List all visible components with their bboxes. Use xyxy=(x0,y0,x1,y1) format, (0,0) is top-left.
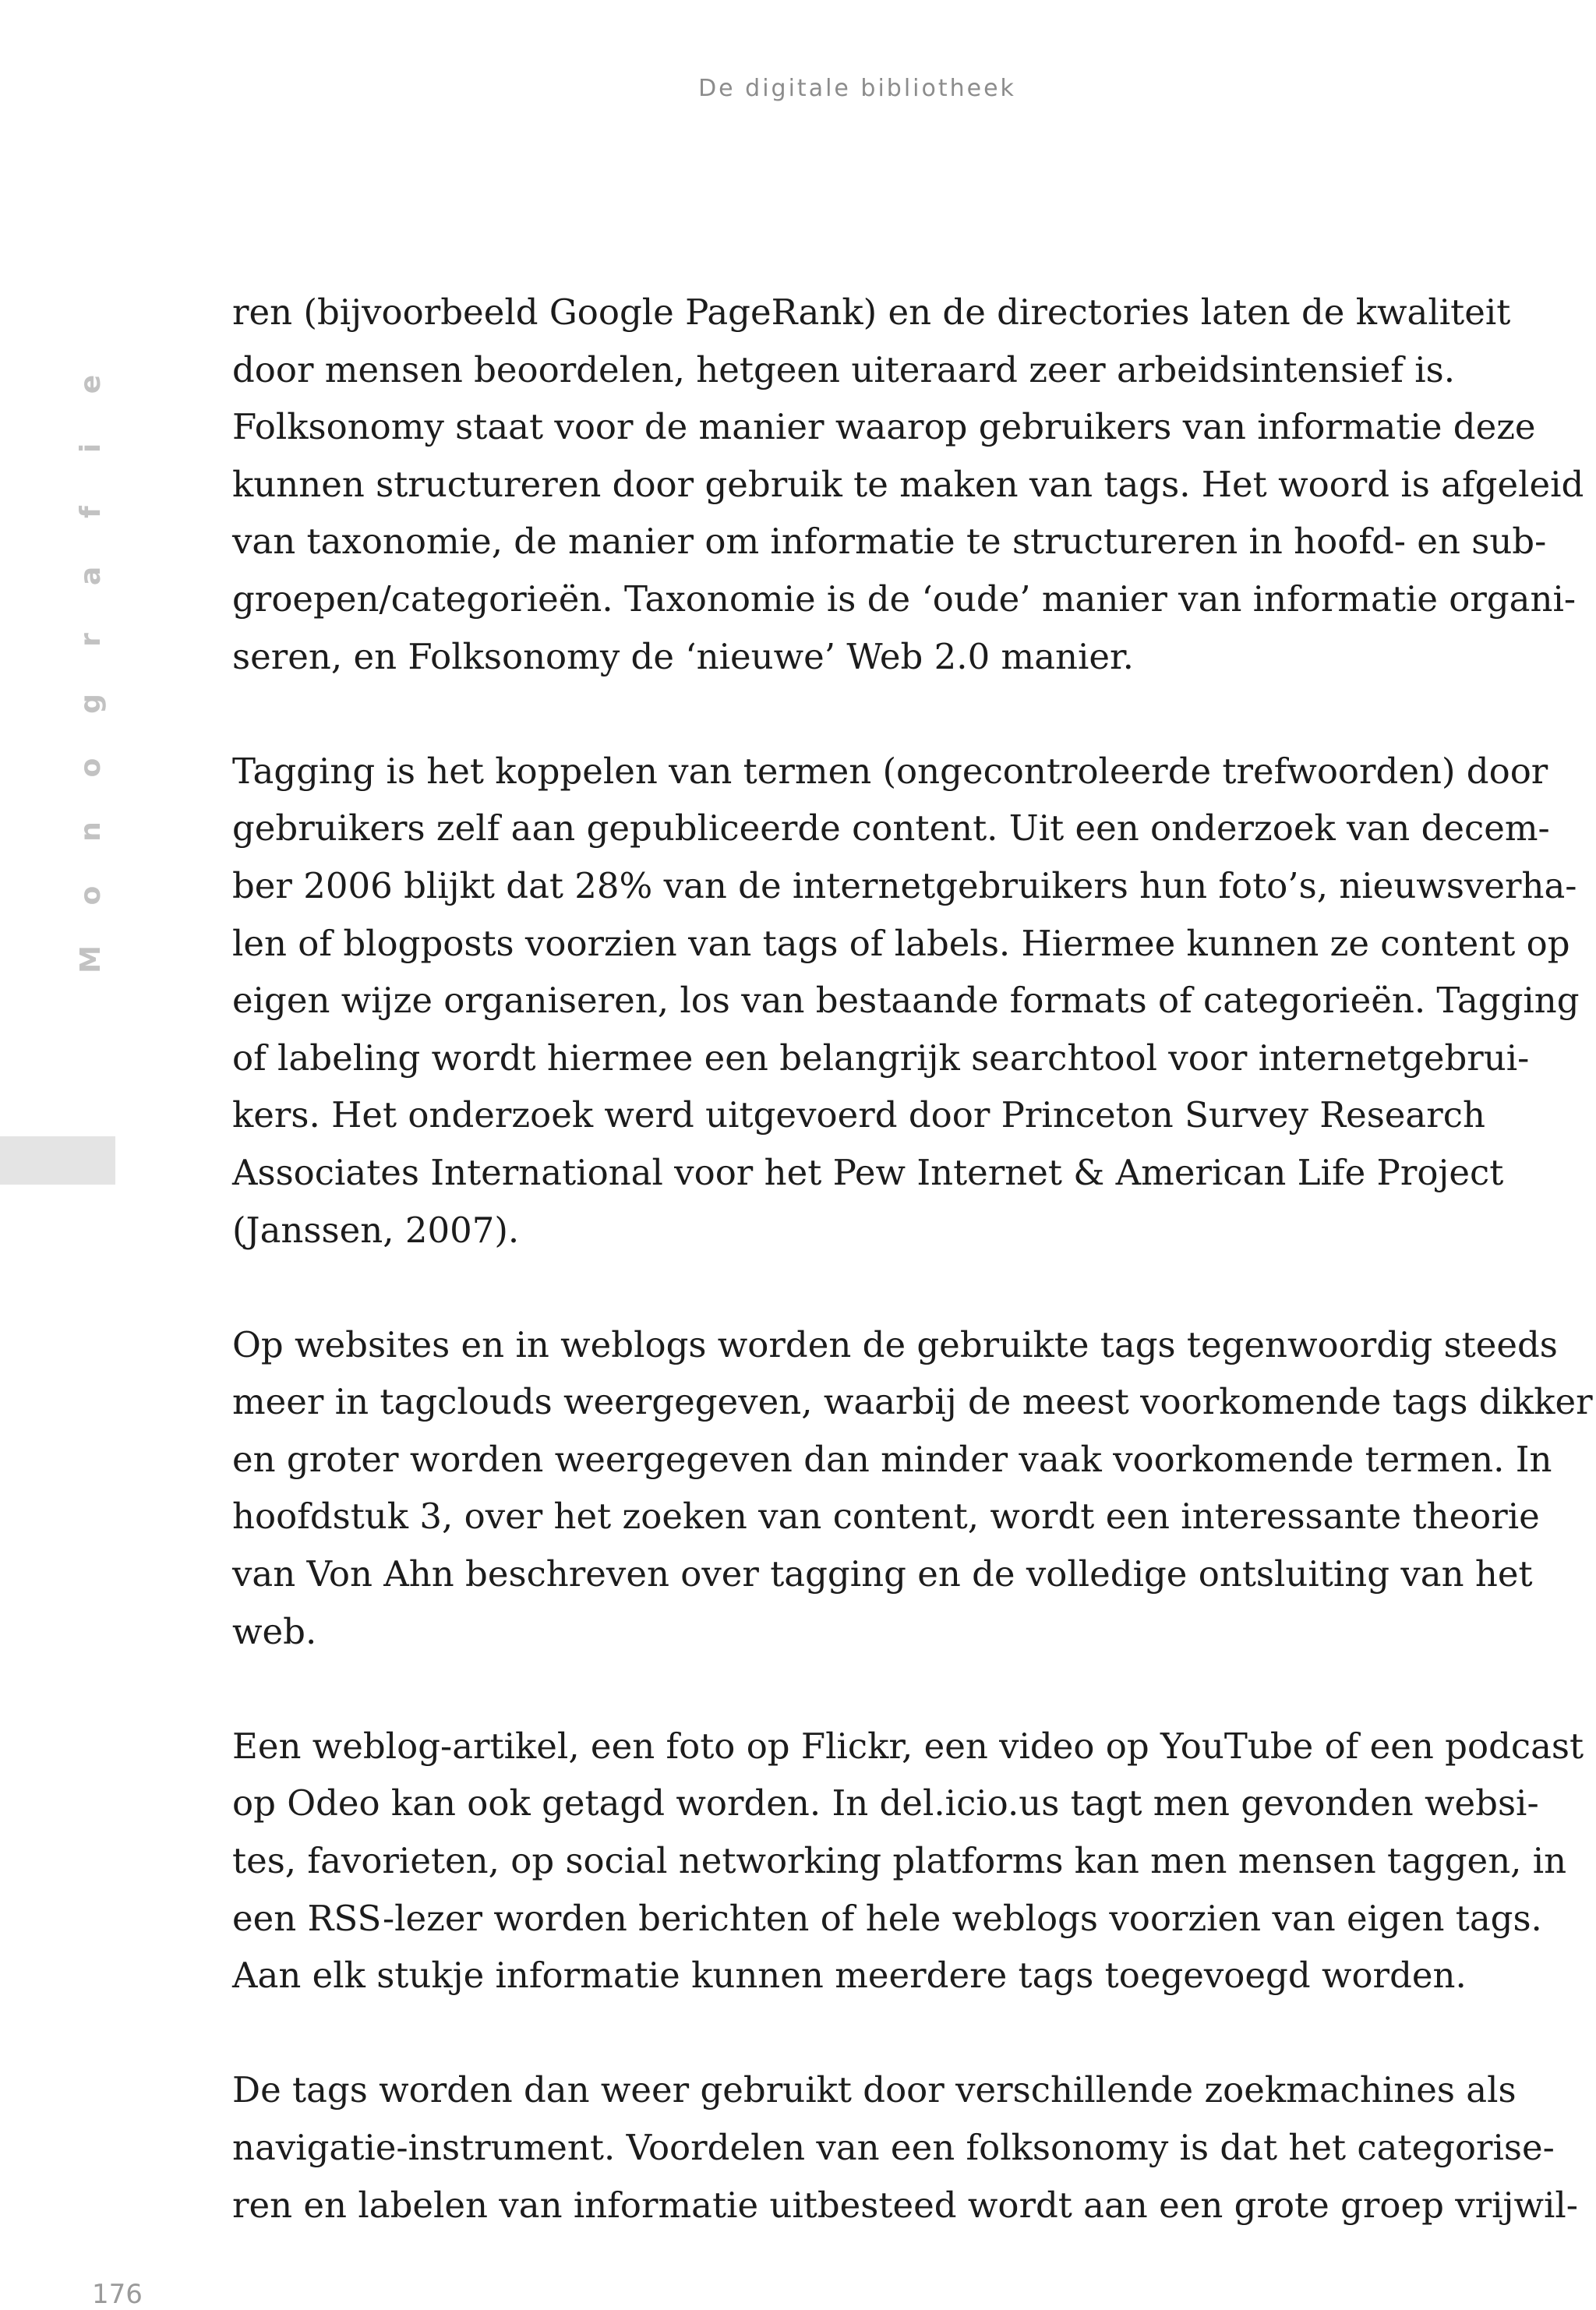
paragraph xyxy=(232,1718,1596,2004)
section-label-letter: e xyxy=(75,374,107,394)
text-line: Op websites en in weblogs worden de gebruikte tags tegenwoordig steeds xyxy=(232,1323,1558,1365)
text-line: De tags worden dan weer gebruikt door verschillende zoekmachines als xyxy=(232,2069,1517,2111)
page-number: 176 xyxy=(92,2279,143,2310)
section-label-letter: i xyxy=(75,443,107,454)
text-line: groepen/categorieën. Taxonomie is de ‘oude’ manier van informatie organi- xyxy=(232,578,1577,620)
paragraph xyxy=(232,284,1596,685)
text-line: Tagging is het koppelen van termen (ongecontroleerde trefwoorden) door xyxy=(232,750,1548,792)
section-label-vertical xyxy=(75,352,123,991)
section-label-letter: r xyxy=(75,633,107,647)
section-label-letter: o xyxy=(75,885,107,906)
section-label-letter: M xyxy=(75,945,107,973)
text-line: ren (bijvoorbeeld Google PageRank) en de directories laten de kwaliteit xyxy=(232,291,1511,333)
section-label-letter: o xyxy=(75,758,107,778)
text-line: navigatie-instrument. Voordelen van een folksonomy is dat het categorise- xyxy=(232,2127,1555,2168)
text-line: van taxonomie, de manier om informatie te structureren in hoofd- en sub- xyxy=(232,521,1547,563)
text-line: op Odeo kan ook getagd worden. In del.icio.us tagt men gevonden websi- xyxy=(232,1782,1539,1824)
text-line: meer in tagclouds weergegeven, waarbij de meest voorkomende tags dikker xyxy=(232,1381,1593,1423)
text-line: kers. Het onderzoek werd uitgevoerd door Princeton Survey Research xyxy=(232,1094,1485,1136)
text-line: seren, en Folksonomy de ‘nieuwe’ Web 2.0 manier. xyxy=(232,635,1134,677)
running-header: De digitale bibliotheek xyxy=(698,75,1016,102)
text-line: een RSS-lezer worden berichten of hele weblogs voorzien van eigen tags. xyxy=(232,1897,1542,1939)
text-line: hoofdstuk 3, over het zoeken van content, wordt een interessante theorie xyxy=(232,1496,1540,1538)
text-line: en groter worden weergegeven dan minder vaak voorkomende termen. In xyxy=(232,1438,1552,1480)
paragraph xyxy=(232,743,1596,1259)
section-label-letter: n xyxy=(75,821,107,842)
paragraph xyxy=(232,2061,1596,2234)
text-line: Aan elk stukje informatie kunnen meerdere tags toegevoegd worden. xyxy=(232,1955,1467,1997)
text-line: (Janssen, 2007). xyxy=(232,1209,520,1251)
text-line: len of blogposts voorzien van tags of labels. Hiermee kunnen ze content op xyxy=(232,922,1570,964)
text-line: door mensen beoordelen, hetgeen uiteraard zeer arbeidsintensief is. xyxy=(232,348,1456,390)
text-line: eigen wijze organiseren, los van bestaande formats of categorieën. Tagging xyxy=(232,980,1580,1022)
section-label-letter: g xyxy=(75,694,107,714)
text-line: tes, favorieten, op social networking platforms kan men mensen taggen, in xyxy=(232,1840,1567,1882)
text-line: web. xyxy=(232,1610,317,1652)
section-label-letter: a xyxy=(75,566,107,586)
section-label-letter: f xyxy=(75,506,107,518)
text-line: gebruikers zelf aan gepubliceerde content. Uit een onderzoek van decem- xyxy=(232,807,1550,849)
text-line: Een weblog-artikel, een foto op Flickr, een video op YouTube of een podcast xyxy=(232,1725,1584,1767)
text-line: Folksonomy staat voor de manier waarop gebruikers van informatie deze xyxy=(232,406,1536,448)
text-line: van Von Ahn beschreven over tagging en de volledige ontsluiting van het xyxy=(232,1553,1533,1595)
paragraph xyxy=(232,1316,1596,1661)
text-line: Associates International voor het Pew Internet & American Life Project xyxy=(232,1151,1504,1193)
text-line: kunnen structureren door gebruik te maken van tags. Het woord is afgeleid xyxy=(232,463,1584,505)
text-line: of labeling wordt hiermee een belangrijk searchtool voor internetgebrui- xyxy=(232,1037,1530,1079)
text-line: ren en labelen van informatie uitbesteed wordt aan een grote groep vrijwil- xyxy=(232,2184,1579,2226)
text-line: ber 2006 blijkt dat 28% van de internetgebruikers hun foto’s, nieuwsverha- xyxy=(232,864,1577,906)
section-tab-marker xyxy=(0,1136,115,1185)
body-text xyxy=(232,284,1596,2291)
